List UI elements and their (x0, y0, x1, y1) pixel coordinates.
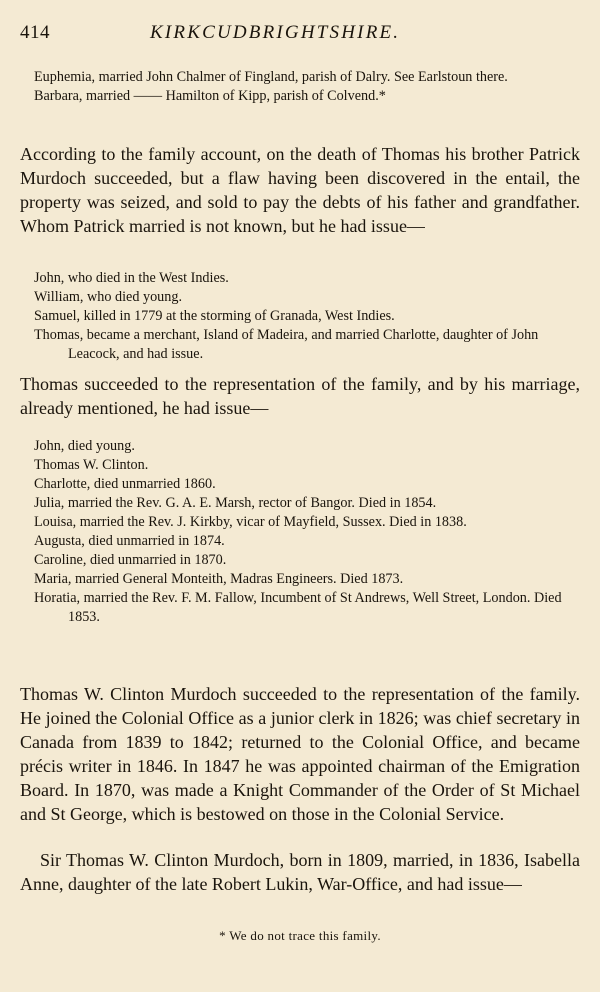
list-item: Julia, married the Rev. G. A. E. Marsh, rector of Bangor. Died in 1854. (34, 495, 437, 511)
paragraph-thomas-succession: Thomas succeeded to the representation of the family, and by his marriage, already mentioned, he had issue— (20, 374, 580, 418)
list-item: John, died young. (34, 438, 135, 454)
list-item: Caroline, died unmarried in 1870. (34, 552, 227, 568)
page-number: 414 (20, 22, 50, 43)
list-item: Maria, married General Monteith, Madras Engineers. Died 1873. (34, 571, 404, 587)
daughters-list (34, 68, 574, 106)
paragraph-patrick-succession: According to the family account, on the death of Thomas his brother Patrick Murdoch succeeded, but a flaw having been discovered in the entail, the property was seized, and sold to pay the debts of his father and grandfather. Whom Patrick married is not known, but he had issue— (20, 144, 580, 236)
list-item: Horatia, married the Rev. F. M. Fallow, Incumbent of St Andrews, Well Street, London. Died 1853. (34, 590, 562, 625)
footnote: * We do not trace this family. (219, 928, 381, 943)
list-item: Augusta, died unmarried in 1874. (34, 533, 225, 549)
list-item: Thomas W. Clinton. (34, 457, 149, 473)
paragraph-clinton-career: Thomas W. Clinton Murdoch succeeded to the representation of the family. He joined the Colonial Office as a junior clerk in 1826; was chief secretary in Canada from 1839 to 1842; returned to the Colonial Office, and became précis writer in 1846. In 1847 he was appointed chairman of the Emigration Board. In 1870, was made a Knight Commander of the Order of St Michael and St George, which is bestowed on those in the Colonial Service. (20, 684, 580, 824)
list-item: John, who died in the West Indies. (34, 270, 229, 286)
list-item: William, who died young. (34, 289, 182, 305)
page-header (20, 22, 580, 48)
list-item: Thomas, became a merchant, Island of Madeira, and married Charlotte, daughter of John Leacock, and had issue. (34, 327, 539, 362)
patrick-issue-list (34, 269, 574, 364)
list-item: Euphemia, married John Chalmer of Fingland, parish of Dalry. See Earlstoun there. (34, 69, 508, 85)
list-item: Barbara, married —— Hamilton of Kipp, parish of Colvend.* (34, 88, 386, 104)
list-item: Louisa, married the Rev. J. Kirkby, vicar of Mayfield, Sussex. Died in 1838. (34, 514, 467, 530)
paragraph-sir-thomas-marriage: Sir Thomas W. Clinton Murdoch, born in 1809, married, in 1836, Isabella Anne, daughter of the late Robert Lukin, War-Office, and had issue— (20, 850, 580, 894)
thomas-issue-list (34, 437, 574, 627)
list-item: Samuel, killed in 1779 at the storming of Granada, West Indies. (34, 308, 395, 324)
list-item: Charlotte, died unmarried 1860. (34, 476, 216, 492)
running-title: KIRKCUDBRIGHTSHIRE. (150, 22, 401, 43)
